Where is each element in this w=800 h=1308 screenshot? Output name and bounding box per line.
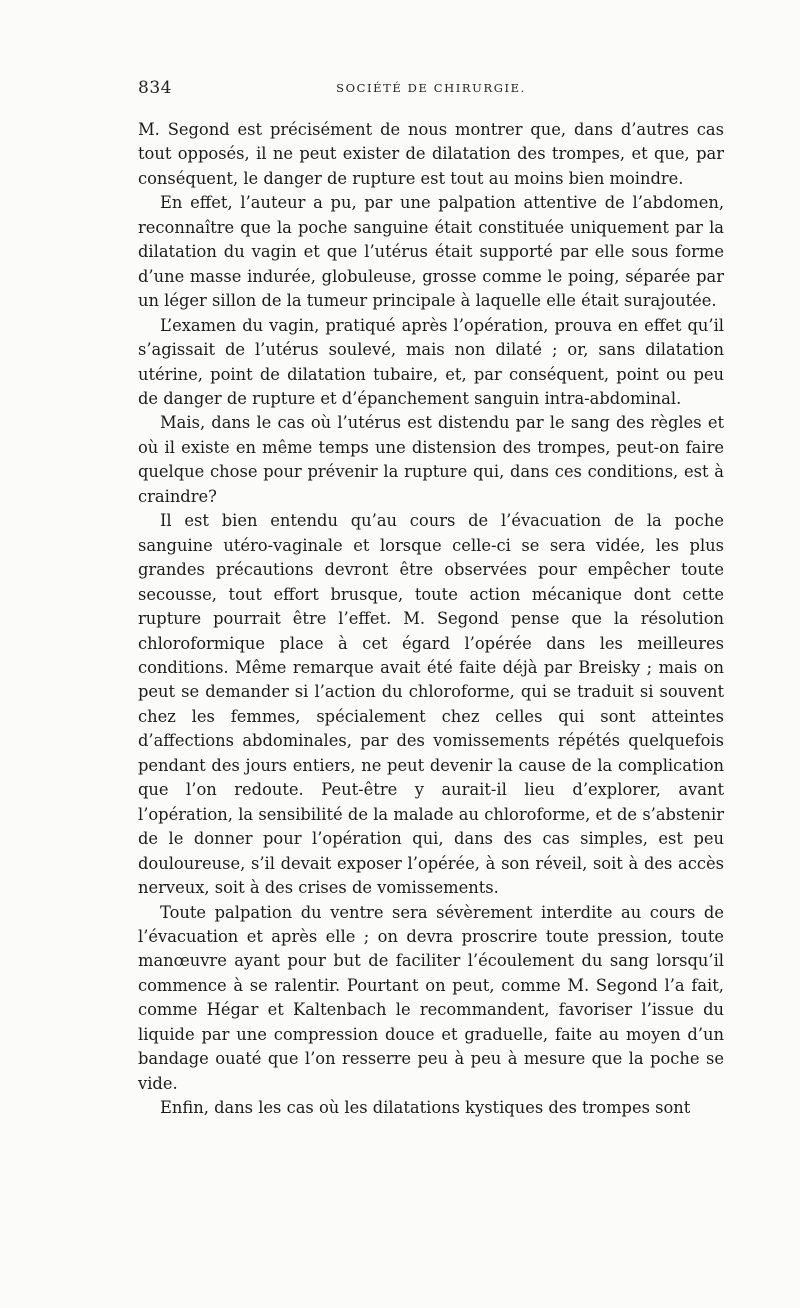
page-header	[138, 78, 724, 100]
page-number: 834	[138, 78, 172, 98]
paragraph: Toute palpation du ventre sera sévèrement interdite au cours de l’évacuation et après elle ; on devra proscrire toute pression, toute manœuvre ayant pour but de faciliter l’écoulement du sang lorsqu’il commence à se ralentir. Pourtant on peut, comme M. Segond l’a fait, comme Hégar et Kaltenbach le recommandent, favoriser l’issue du liquide par une compression douce et graduelle, faite au moyen d’un bandage ouaté que l’on resserre peu à peu à mesure que la poche se vide.	[138, 902, 724, 1093]
paragraph: Enfin, dans les cas où les dilatations kystiques des trompes sont	[160, 1098, 691, 1118]
body-text	[138, 118, 724, 1121]
paragraph: Il est bien entendu qu’au cours de l’évacuation de la poche sanguine utéro-vaginale et lorsque celle-ci se sera vidée, les plus grandes précautions devront être observées pour empêcher toute secousse, tout effort brusque, toute action mécanique dont cette rupture pourrait être l’effet. M. Segond pense que la résolution chloroformique place à cet égard l’opérée dans les meilleures conditions. Même remarque avait été faite déjà par Breisky ; mais on peut se demander si l’action du chloroforme, qui se traduit si souvent chez les femmes, spécialement chez celles qui sont atteintes d’affections abdominales, par des vomissements répétés quelquefois pendant des jours entiers, ne peut devenir la cause de la complication que l’on redoute. Peut-être y aurait-il lieu d’explorer, avant l’opération, la sensibilité de la malade au chloroforme, et de s’abstenir de le donner pour l’opération qui, dans des cas simples, est peu douloureuse, s’il devait exposer l’opérée, à son réveil, soit à des accès nerveux, soit à des crises de vomissements.	[138, 511, 724, 898]
paragraph: Mais, dans le cas où l’utérus est distendu par le sang des règles et où il existe en même temps une distension des trompes, peut-on faire quelque chose pour prévenir la rupture qui, dans ces conditions, est à craindre?	[138, 413, 724, 506]
paragraph: L’examen du vagin, pratiqué après l’opération, prouva en effet qu’il s’agissait de l’utérus soulevé, mais non dilaté ; or, sans dilatation utérine, point de dilatation tubaire, et, par conséquent, point ou peu de danger de rupture et d’épanchement sanguin intra-abdominal.	[138, 315, 724, 408]
paragraph: En effet, l’auteur a pu, par une palpation attentive de l’abdomen, reconnaître que la poche sanguine était constituée uniquement par la dilatation du vagin et que l’utérus était supporté par elle sous forme d’une masse indurée, globuleuse, grosse comme le poing, séparée par un léger sillon de la tumeur principale à laquelle elle était surajoutée.	[138, 193, 724, 311]
running-title: SOCIÉTÉ DE CHIRURGIE.	[336, 81, 526, 95]
paragraph: M. Segond est précisément de nous montrer que, dans d’autres cas tout opposés, il ne peut exister de dilatation des trompes, et que, par conséquent, le danger de rupture est tout au moins bien moindre.	[138, 120, 724, 188]
